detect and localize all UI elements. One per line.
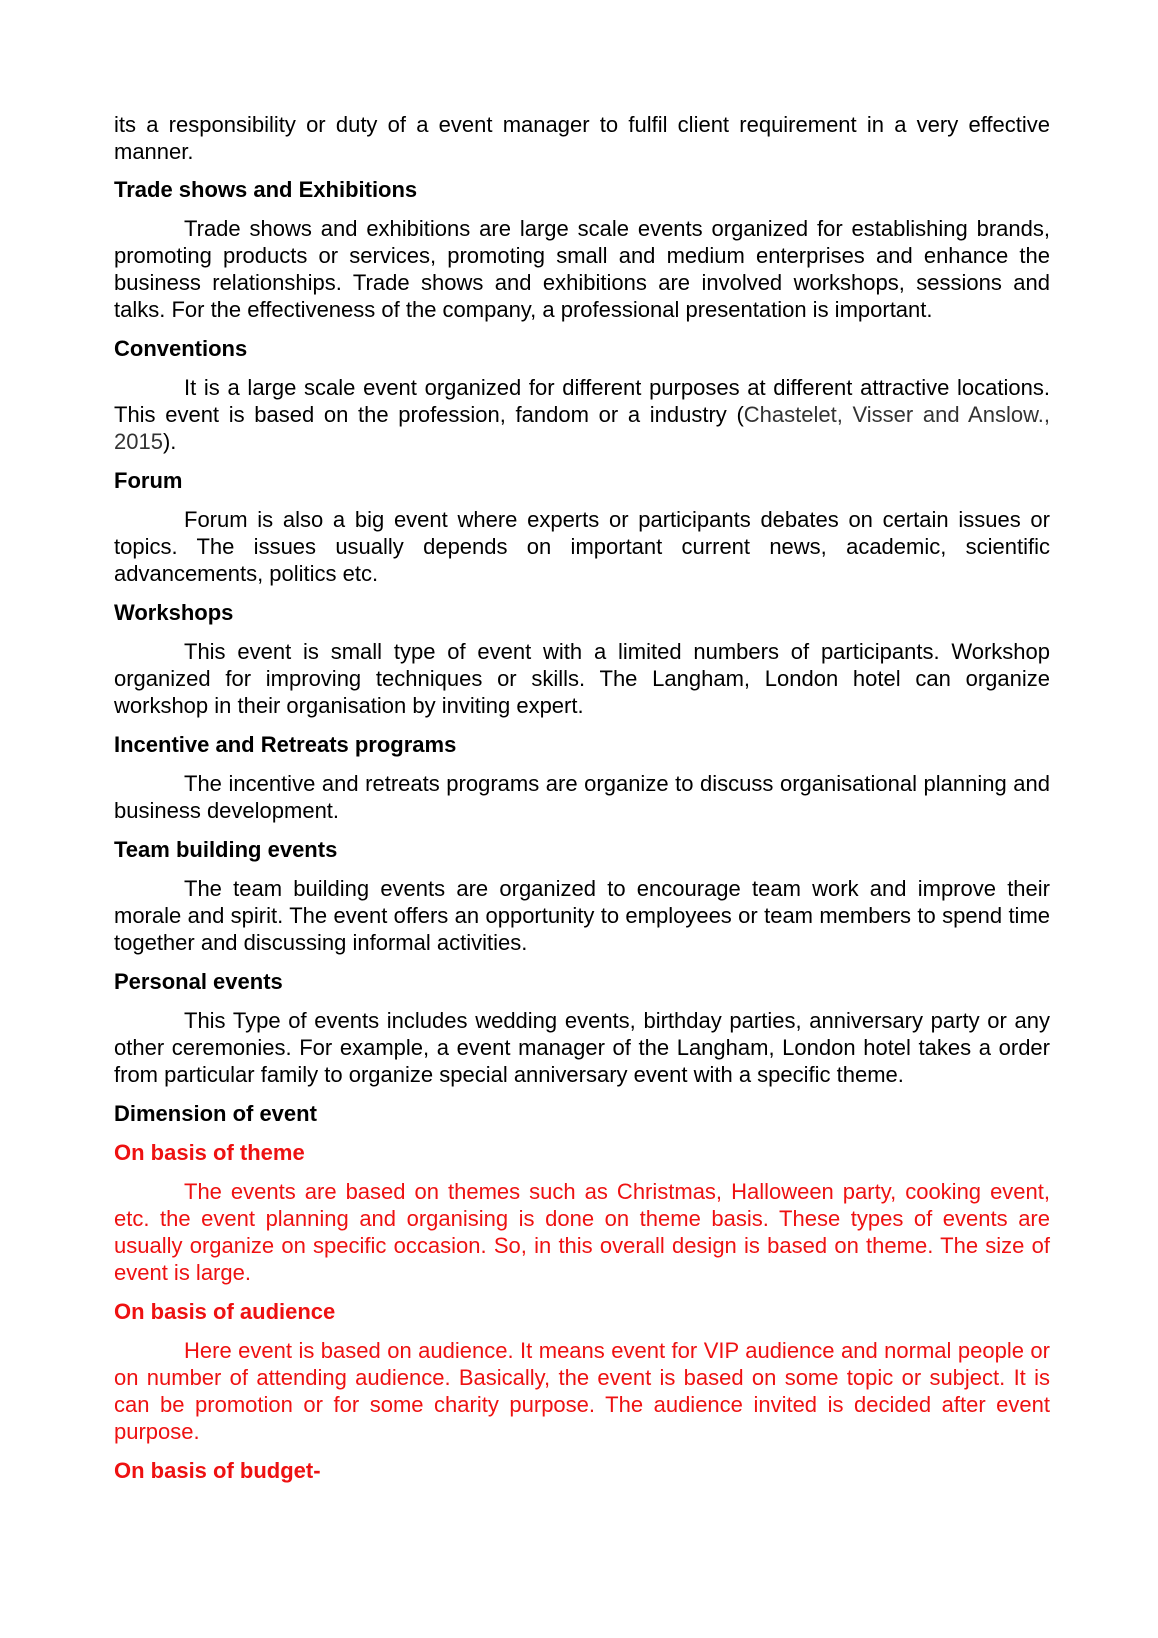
heading-incentive-retreats: Incentive and Retreats programs xyxy=(114,732,457,757)
paragraph-basis-theme: The events are based on themes such as Christmas, Halloween party, cooking event, etc. the event planning and organising is done on theme basis. These types of events are usually organize on specific occasion. So, in this overall design is based on theme. The size of event is large. xyxy=(114,1179,1050,1285)
heading-dimension-of-event: Dimension of event xyxy=(114,1101,317,1126)
heading-forum: Forum xyxy=(114,468,183,493)
heading-team-building: Team building events xyxy=(114,837,338,862)
lead-paragraph: its a responsibility or duty of a event manager to fulfil client requirement in a very effective manner. xyxy=(114,112,1050,164)
paragraph-conventions xyxy=(114,374,1050,455)
heading-personal-events: Personal events xyxy=(114,969,283,994)
paragraph-workshops: This event is small type of event with a limited numbers of participants. Workshop organized for improving techniques or skills. The Langham, London hotel can organize workshop in their organisation by inviting expert. xyxy=(114,639,1050,718)
paragraph-trade-shows: Trade shows and exhibitions are large scale events organized for establishing brands, promoting products or services, promoting small and medium enterprises and enhance the business relationships. Trade shows and exhibitions are involved workshops, sessions and talks. For the effectiveness of the company, a professional presentation is important. xyxy=(114,216,1050,322)
heading-trade-shows: Trade shows and Exhibitions xyxy=(114,177,418,202)
conventions-text-end: ). xyxy=(162,429,177,454)
paragraph-forum: Forum is also a big event where experts or participants debates on certain issues or topics. The issues usually depends on important current news, academic, scientific advancements, politics etc. xyxy=(114,507,1050,586)
document-page xyxy=(114,111,1050,1496)
heading-basis-budget: On basis of budget- xyxy=(114,1458,321,1483)
heading-basis-theme: On basis of theme xyxy=(114,1140,305,1165)
citation: Chastelet, Visser and Anslow., 2015 xyxy=(114,402,1050,454)
heading-conventions: Conventions xyxy=(114,336,248,361)
paragraph-team-building: The team building events are organized to encourage team work and improve their morale and spirit. The event offers an opportunity to employees or team members to spend time together and discussing informal activities. xyxy=(114,876,1050,955)
paragraph-incentive-retreats: The incentive and retreats programs are organize to discuss organisational planning and business development. xyxy=(114,771,1050,823)
heading-basis-audience: On basis of audience xyxy=(114,1299,336,1324)
paragraph-basis-audience: Here event is based on audience. It means event for VIP audience and normal people or on number of attending audience. Basically, the event is based on some topic or subject. It is can be promotion or for some charity purpose. The audience invited is decided after event purpose. xyxy=(114,1338,1050,1444)
paragraph-personal-events: This Type of events includes wedding events, birthday parties, anniversary party or any other ceremonies. For example, a event manager of the Langham, London hotel takes a order from particular family to organize special anniversary event with a specific theme. xyxy=(114,1008,1050,1087)
heading-workshops: Workshops xyxy=(114,600,234,625)
conventions-text: It is a large scale event organized for different purposes at different attractive locations. This event is based on the profession, fandom or a industry ( xyxy=(114,375,1050,427)
